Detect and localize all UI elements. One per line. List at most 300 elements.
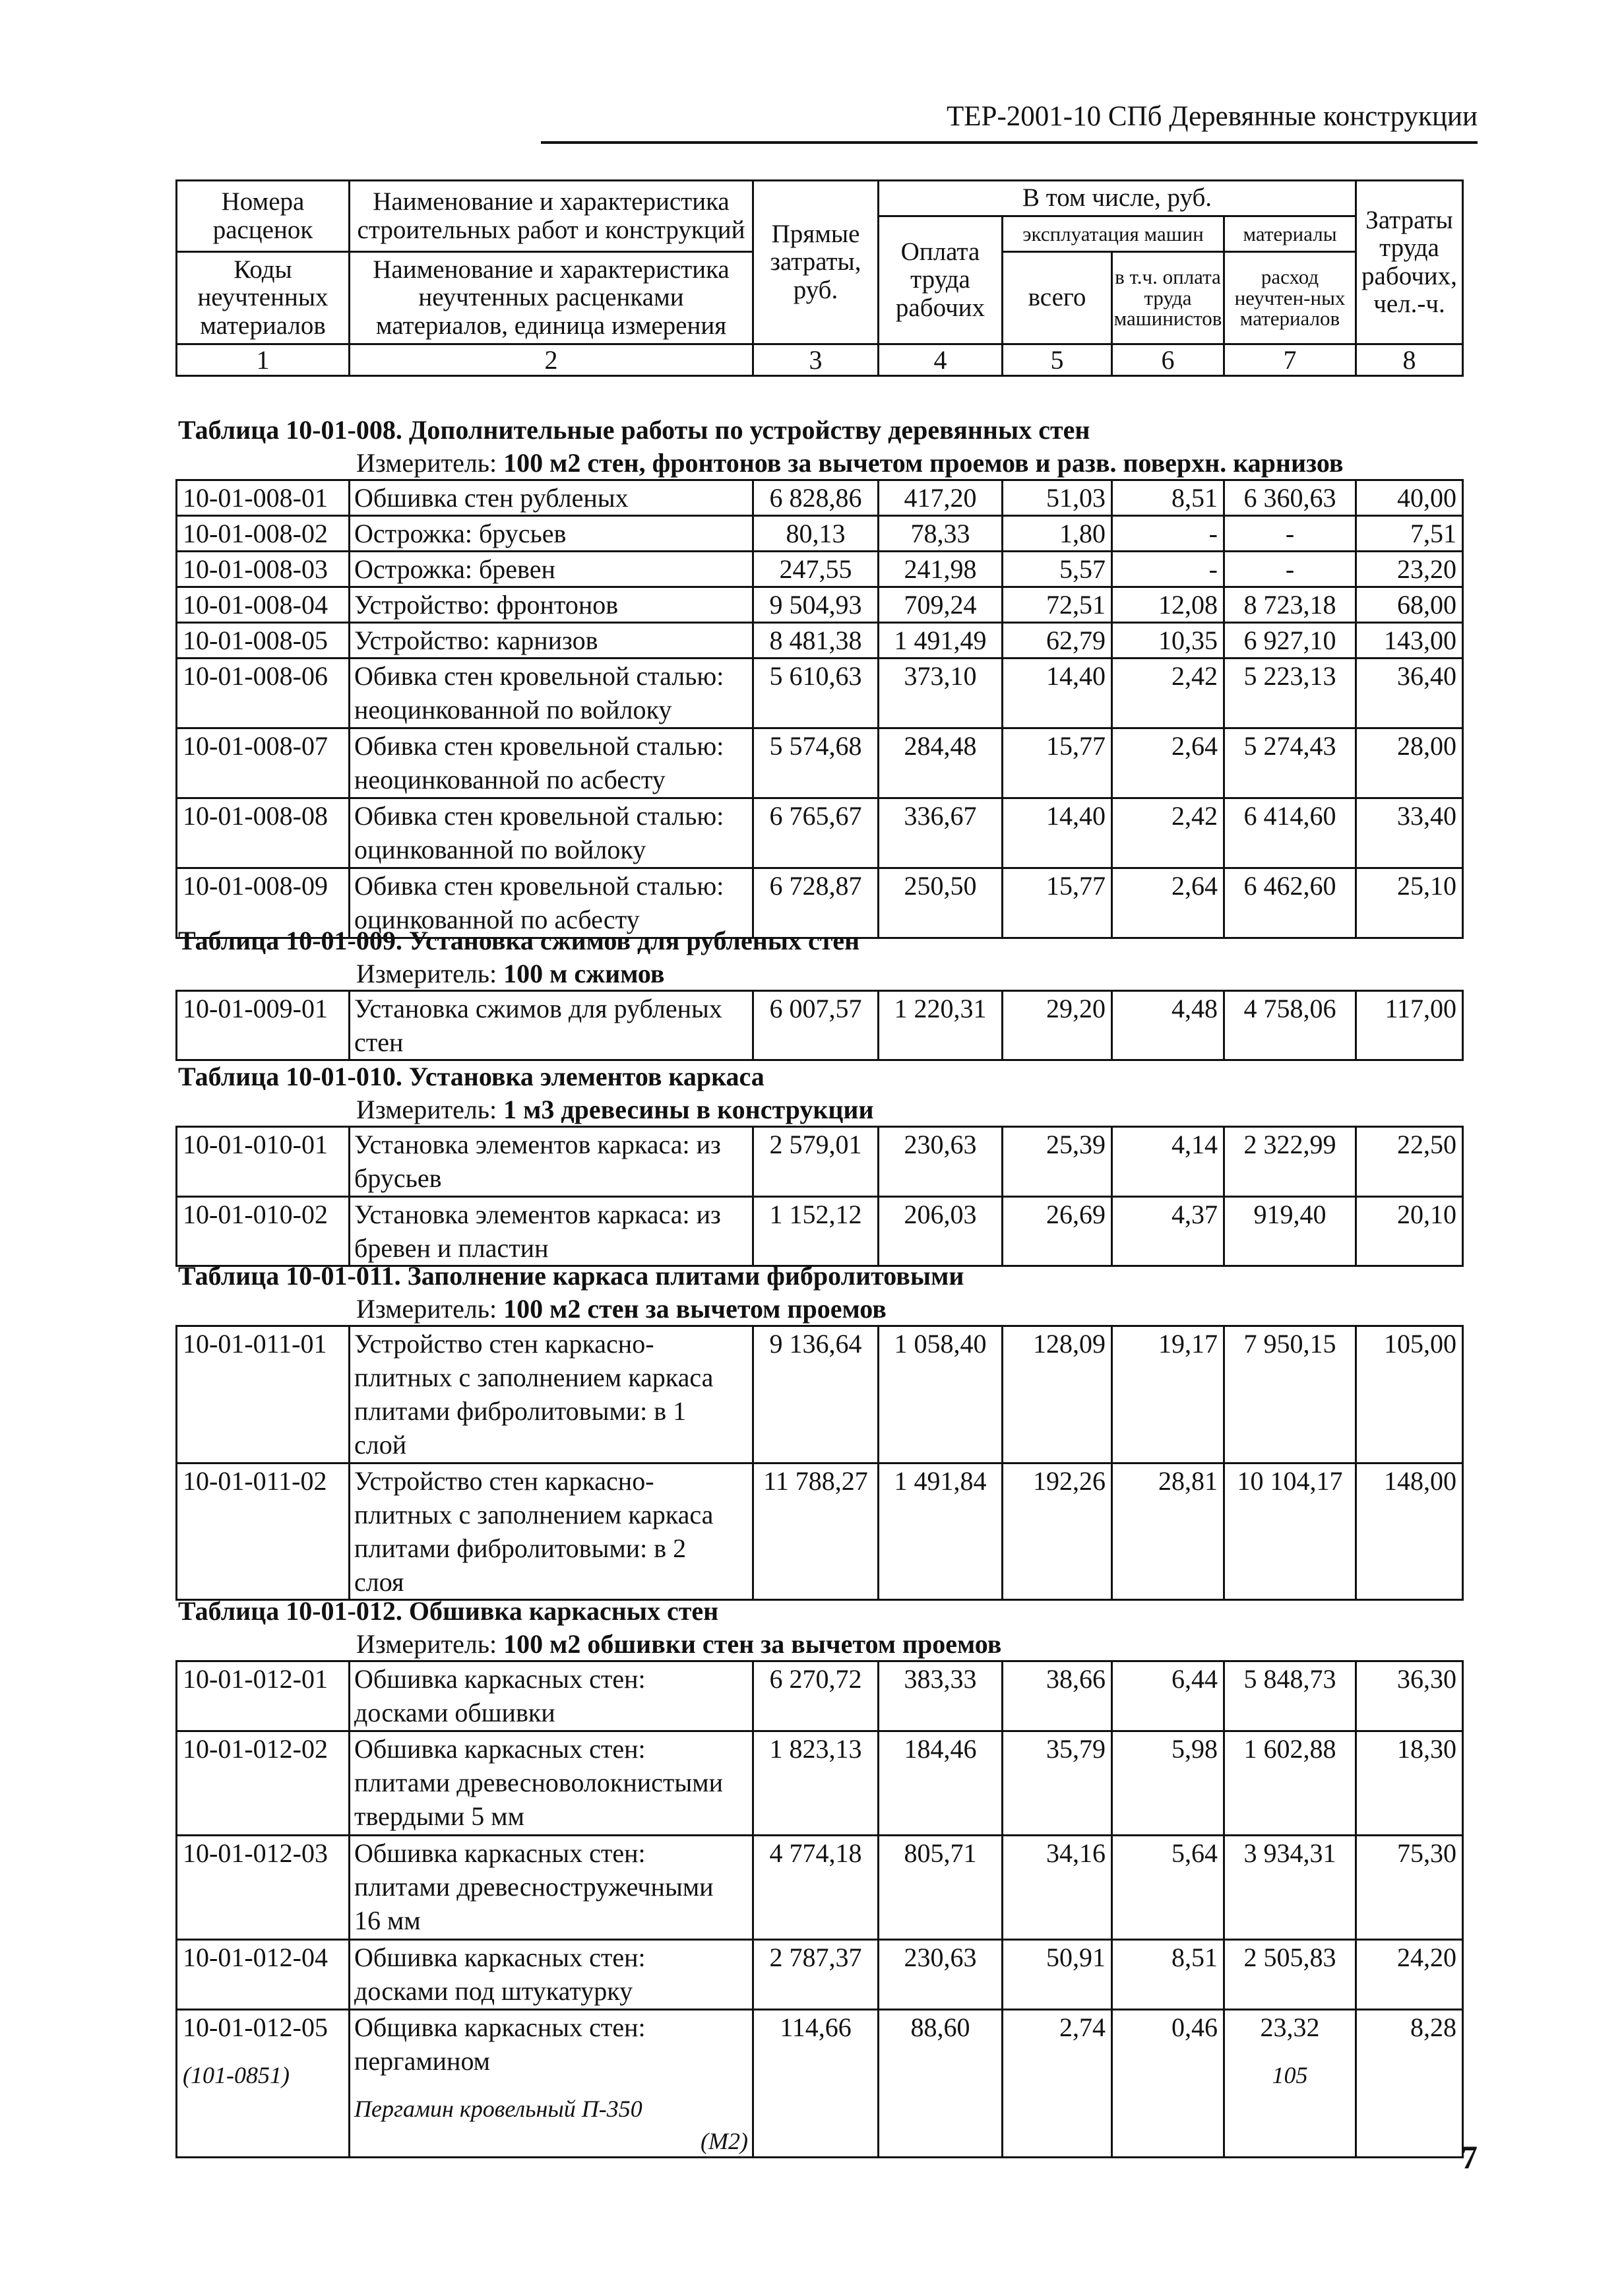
rate-name-line: неоцинкованной по асбесту [354,765,666,794]
material-cost-cell [1224,1731,1356,1836]
rate-code-cell [177,480,350,516]
labor-pay-cell [879,1731,1003,1836]
header-material-names: Наименование и характеристика неучтенных расценками материалов, единица измерения [350,252,753,344]
material-cost: - [1285,519,1295,548]
direct-cost: 11 788,27 [763,1466,868,1496]
operator-pay-cell [1112,1197,1224,1266]
material-cost: 8 723,18 [1243,590,1336,620]
labor-hours: 7,51 [1410,519,1456,548]
rate-name-line: Обивка стен кровельной сталью: [354,661,724,691]
direct-cost: 2 579,01 [769,1130,862,1159]
section-title: Таблица 10-01-012. Обшивка каркасных стен [178,1596,719,1626]
header-machines-total: всего [1003,252,1112,344]
labor-pay-cell [879,798,1003,868]
rate-code: 10-01-008-09 [183,871,328,901]
rate-code-cell [177,2010,350,2158]
machine-cost-cell [1003,1197,1112,1266]
direct-cost: 8 481,38 [769,626,862,655]
machine-cost: 72,51 [1046,590,1106,620]
meter-label: Измеритель: [356,1095,497,1124]
rate-name-cell [350,728,753,798]
machine-cost-cell [1003,659,1112,728]
material-cost-cell [1224,1197,1356,1266]
rate-code: 10-01-012-03 [183,1838,328,1868]
labor-pay: 1 220,31 [894,994,987,1023]
labor-hours-cell [1356,868,1463,938]
material-cost: 3 934,31 [1243,1838,1336,1868]
table-row [177,1127,1463,1197]
direct-cost: 4 774,18 [769,1838,862,1868]
rate-code: 10-01-008-04 [183,590,328,620]
rate-code: 10-01-008-03 [183,554,328,584]
direct-cost: 1 823,13 [769,1734,862,1764]
labor-hours-cell [1356,587,1463,623]
operator-pay: 2,42 [1171,801,1218,831]
operator-pay: 2,64 [1171,871,1218,901]
material-cost-cell [1224,587,1356,623]
rate-name-line: пергамином [354,2046,490,2076]
rate-code-cell [177,728,350,798]
rate-name-line: оцинкованной по асбесту [354,905,640,934]
table-row [177,552,1463,587]
labor-pay: 88,60 [910,2012,970,2042]
labor-pay: 709,24 [904,590,977,620]
labor-pay-cell [879,868,1003,938]
rate-code: 10-01-012-05 [183,2012,328,2042]
rate-code: 10-01-011-01 [183,1329,327,1359]
labor-pay-cell [879,728,1003,798]
labor-hours-cell [1356,623,1463,659]
machine-cost-cell [1003,552,1112,587]
section-meter [356,1628,1001,1659]
rate-code: 10-01-012-02 [183,1734,328,1764]
material-unit: (М2) [701,2128,748,2154]
material-name: Пергамин кровельный П-350 [354,2096,642,2122]
material-code: (101-0851) [183,2062,290,2088]
direct-cost: 114,66 [780,2012,852,2042]
machine-cost-cell [1003,728,1112,798]
rate-name-line: плитами фибролитовыми: в 1 [354,1396,687,1426]
rate-name-cell [350,991,753,1060]
table-row [177,728,1463,798]
header-rule [541,141,1478,144]
material-cost: 23,32 [1260,2012,1320,2042]
material-cost: 6 360,63 [1243,483,1336,513]
rate-name-cell [350,623,753,659]
labor-pay-cell [879,552,1003,587]
machine-cost-cell [1003,1940,1112,2010]
operator-pay-cell [1112,623,1224,659]
labor-hours: 143,00 [1384,626,1456,655]
rate-name-cell [350,798,753,868]
rate-name-cell [350,552,753,587]
labor-pay-cell [879,1127,1003,1197]
rate-name-line: плитами древесностружечными [354,1872,714,1902]
rate-name-line: Установка элементов каркаса: из [354,1200,721,1229]
labor-hours-cell [1356,1326,1463,1463]
direct-cost-cell [753,1127,879,1197]
header-materials: материалы [1224,216,1356,252]
rate-name-line: Обивка стен кровельной сталью: [354,871,724,901]
machine-cost-cell [1003,1661,1112,1731]
labor-hours-cell [1356,1463,1463,1600]
rate-code: 10-01-008-02 [183,519,328,548]
direct-cost: 6 765,67 [769,801,862,831]
rate-name-line: неоцинкованной по войлоку [354,695,672,724]
labor-hours: 33,40 [1397,801,1456,831]
rate-name-line: Устройство стен каркасно- [354,1466,654,1496]
labor-hours: 117,00 [1385,994,1456,1023]
labor-hours-cell [1356,1731,1463,1836]
machine-cost-cell [1003,2010,1112,2158]
material-cost-cell [1224,1127,1356,1197]
section-meter [356,1293,887,1324]
direct-cost: 9 504,93 [769,590,862,620]
labor-hours-cell [1356,798,1463,868]
direct-cost-cell [753,2010,879,2158]
labor-hours: 36,30 [1397,1664,1456,1694]
material-cost-cell [1224,516,1356,552]
material-cost-cell [1224,623,1356,659]
machine-cost-cell [1003,1326,1112,1463]
rate-table [175,479,1464,939]
rate-name-cell [350,516,753,552]
table-row [177,1940,1463,2010]
header-material-codes: Коды неучтенных материалов [177,252,350,344]
section-title: Таблица 10-01-010. Установка элементов каркаса [178,1062,765,1091]
machine-cost: 15,77 [1046,871,1106,901]
direct-cost: 6 828,86 [769,483,862,513]
machine-cost: 50,91 [1046,1943,1106,1972]
labor-pay-cell [879,1661,1003,1731]
direct-cost-cell [753,798,879,868]
rate-name-line: плитами древесноволокнистыми [354,1768,724,1797]
material-cost-cell [1224,1836,1356,1940]
rate-name-cell [350,1731,753,1836]
rate-code: 10-01-012-01 [183,1664,328,1694]
header-number: 6 [1112,344,1224,376]
rate-name-line: Общивка каркасных стен: [354,2012,646,2042]
rate-code-cell [177,991,350,1060]
material-cost: 2 322,99 [1243,1130,1336,1159]
machine-cost: 25,39 [1046,1130,1106,1159]
operator-pay: 8,51 [1171,1943,1218,1972]
operator-pay-cell [1112,991,1224,1060]
header-number: 4 [879,344,1003,376]
machine-cost-cell [1003,1836,1112,1940]
machine-cost: 1,80 [1059,519,1106,548]
rate-code: 10-01-010-02 [183,1200,328,1229]
rate-name-line: Обшивка каркасных стен: [354,1664,646,1694]
machine-cost: 14,40 [1046,801,1106,831]
machine-cost: 26,69 [1046,1200,1106,1229]
table-row [177,480,1463,516]
operator-pay: 12,08 [1158,590,1218,620]
labor-hours: 40,00 [1397,483,1456,513]
rate-name-line: плитных с заполнением каркаса [354,1500,714,1529]
labor-pay: 206,03 [904,1200,977,1229]
direct-cost: 247,55 [779,554,852,584]
labor-pay: 1 058,40 [894,1329,987,1359]
table-row [177,2010,1463,2158]
material-cost: 2 505,83 [1243,1943,1336,1972]
operator-pay: 6,44 [1171,1664,1218,1694]
rate-code: 10-01-008-05 [183,626,328,655]
machine-cost: 51,03 [1046,483,1106,513]
meter-value: 100 м2 стен за вычетом проемов [503,1294,887,1324]
rate-code: 10-01-008-08 [183,801,328,831]
rate-name-cell [350,480,753,516]
rate-name-line: бревен и пластин [354,1233,549,1263]
direct-cost-cell [753,516,879,552]
direct-cost-cell [753,1661,879,1731]
operator-pay: 19,17 [1158,1329,1218,1359]
rate-name-cell [350,1197,753,1266]
labor-hours-cell [1356,516,1463,552]
operator-pay-cell [1112,1836,1224,1940]
labor-hours: 105,00 [1384,1329,1456,1359]
meter-label: Измеритель: [356,1629,497,1659]
material-cost-cell [1224,2010,1356,2158]
material-cost-cell [1224,1940,1356,2010]
operator-pay: 8,51 [1171,483,1218,513]
operator-pay: 4,14 [1171,1130,1218,1159]
rate-name-line: плитами фибролитовыми: в 2 [354,1533,687,1563]
meter-label: Измеритель: [356,959,497,988]
labor-hours: 22,50 [1397,1130,1456,1159]
machine-cost-cell [1003,868,1112,938]
material-cost: 6 462,60 [1243,871,1336,901]
operator-pay-cell [1112,1661,1224,1731]
labor-pay: 78,33 [910,519,970,548]
rate-code-cell [177,1463,350,1600]
material-cost: 1 602,88 [1243,1734,1336,1764]
section-title: Таблица 10-01-009. Установка сжимов для рубленых стен [178,926,860,955]
labor-pay-cell [879,480,1003,516]
machine-cost: 128,09 [1033,1329,1106,1359]
rate-name-line: Установка сжимов для рубленых [354,994,722,1023]
table-row [177,659,1463,728]
table-row [177,1731,1463,1836]
labor-pay-cell [879,991,1003,1060]
direct-cost-cell [753,991,879,1060]
direct-cost: 80,13 [786,519,846,548]
table-row [177,1463,1463,1600]
operator-pay-cell [1112,1127,1224,1197]
rate-name-line: Обшивка каркасных стен: [354,1838,646,1868]
labor-pay-cell [879,659,1003,728]
labor-pay-cell [879,623,1003,659]
rate-name-cell [350,1127,753,1197]
labor-hours-cell [1356,1661,1463,1731]
labor-pay: 250,50 [904,871,977,901]
direct-cost: 6 007,57 [769,994,862,1023]
operator-pay-cell [1112,798,1224,868]
operator-pay-cell [1112,552,1224,587]
section-meter [356,958,665,989]
machine-cost-cell [1003,516,1112,552]
labor-hours: 28,00 [1397,731,1456,761]
header-number: 8 [1356,344,1463,376]
column-header-table [175,179,1464,377]
machine-cost: 15,77 [1046,731,1106,761]
material-cost-cell [1224,552,1356,587]
direct-cost-cell [753,1326,879,1463]
labor-hours: 18,30 [1397,1734,1456,1764]
direct-cost-cell [753,1731,879,1836]
labor-hours: 68,00 [1397,590,1456,620]
direct-cost-cell [753,1197,879,1266]
material-cost-cell [1224,991,1356,1060]
machine-cost: 2,74 [1059,2012,1106,2042]
meter-value: 1 м3 древесины в конструкции [503,1095,874,1124]
material-cost-cell [1224,728,1356,798]
labor-hours-cell [1356,659,1463,728]
rate-name-line: оцинкованной по войлоку [354,835,646,864]
labor-pay: 1 491,49 [894,626,987,655]
operator-pay: - [1208,554,1218,584]
machine-cost: 35,79 [1046,1734,1106,1764]
document-header-title: ТЕР-2001-10 СПб Деревянные конструкции [947,101,1478,132]
header-operator-pay: в т.ч. оплата труда машинистов [1112,252,1224,344]
rate-code: 10-01-010-01 [183,1130,328,1159]
machine-cost: 62,79 [1046,626,1106,655]
rate-name-cell [350,1661,753,1731]
operator-pay: 4,37 [1171,1200,1218,1229]
labor-hours-cell [1356,1836,1463,1940]
page-number: 7 [1461,2138,1478,2175]
header-number: 3 [753,344,879,376]
rate-code-cell [177,1326,350,1463]
material-cost-cell [1224,868,1356,938]
header-machines: эксплуатация машин [1003,216,1224,252]
operator-pay-cell [1112,516,1224,552]
rate-code-cell [177,1731,350,1836]
section-meter [356,1094,874,1125]
material-cost-cell [1224,1661,1356,1731]
labor-pay: 230,63 [904,1943,977,1972]
rate-code-cell [177,552,350,587]
labor-hours: 75,30 [1397,1838,1456,1868]
rate-name-cell [350,659,753,728]
table-row [177,1197,1463,1266]
rate-code: 10-01-012-04 [183,1943,328,1972]
labor-pay-cell [879,587,1003,623]
direct-cost-cell [753,587,879,623]
rate-name-line: досками под штукатурку [354,1976,633,2006]
header-number: 7 [1224,344,1356,376]
labor-pay: 241,98 [904,554,977,584]
direct-cost-cell [753,480,879,516]
rate-code: 10-01-008-01 [183,483,328,513]
labor-pay-cell [879,1836,1003,1940]
table-row [177,798,1463,868]
labor-pay: 284,48 [904,731,977,761]
labor-pay-cell [879,1197,1003,1266]
rate-name-cell [350,1836,753,1940]
rate-name-line: Обивка стен кровельной сталью: [354,731,724,761]
rate-name-line: слоя [354,1567,404,1597]
meter-label: Измеритель: [356,1294,497,1324]
machine-cost-cell [1003,623,1112,659]
rate-name-line: Устройство: карнизов [354,626,598,655]
operator-pay-cell [1112,1731,1224,1836]
machine-cost: 34,16 [1046,1838,1106,1868]
machine-cost: 38,66 [1046,1664,1106,1694]
machine-cost: 14,40 [1046,661,1106,691]
direct-cost-cell [753,659,879,728]
labor-hours-cell [1356,1197,1463,1266]
labor-pay: 230,63 [904,1130,977,1159]
direct-cost: 1 152,12 [769,1200,862,1229]
labor-pay: 417,20 [904,483,977,513]
machine-cost-cell [1003,1731,1112,1836]
operator-pay: 5,64 [1171,1838,1218,1868]
material-cost: 7 950,15 [1243,1329,1336,1359]
header-unaccounted-materials: расход неучтен-ных материалов [1224,252,1356,344]
header-number: 2 [350,344,753,376]
material-cost: 4 758,06 [1243,994,1336,1023]
direct-cost-cell [753,1836,879,1940]
labor-hours-cell [1356,728,1463,798]
table-row [177,623,1463,659]
header-labor-hours: Затраты труда рабочих, чел.-ч. [1356,181,1463,344]
rate-code-cell [177,1127,350,1197]
rate-name-line: Устройство: фронтонов [354,590,619,620]
rate-name-cell [350,1326,753,1463]
material-cost: 6 414,60 [1243,801,1336,831]
header-labor-pay: Оплата труда рабочих [879,216,1003,344]
direct-cost: 2 787,37 [769,1943,862,1972]
rate-code: 10-01-008-06 [183,661,328,691]
rate-name-line: стен [354,1027,404,1057]
labor-pay: 336,67 [904,801,977,831]
direct-cost: 5 574,68 [769,731,862,761]
rate-code: 10-01-008-07 [183,731,328,761]
operator-pay: 0,46 [1171,2012,1218,2042]
header-group: В том числе, руб. [879,181,1356,216]
section-meter [356,447,1343,478]
operator-pay: 4,48 [1171,994,1218,1023]
labor-pay: 1 491,84 [894,1466,987,1496]
machine-cost-cell [1003,798,1112,868]
operator-pay-cell [1112,480,1224,516]
table-row [177,516,1463,552]
machine-cost-cell [1003,1127,1112,1197]
labor-hours: 25,10 [1397,871,1456,901]
rate-name-cell [350,587,753,623]
labor-pay-cell [879,1463,1003,1600]
rate-code-cell [177,623,350,659]
meter-value: 100 м сжимов [503,959,665,988]
rate-name-line: Обшивка стен рубленых [354,483,629,513]
header-number: 1 [177,344,350,376]
operator-pay-cell [1112,1463,1224,1600]
direct-cost-cell [753,552,879,587]
table-row [177,1661,1463,1731]
header-codes: Номера расценок [177,181,350,252]
meter-label: Измеритель: [356,448,497,478]
rate-code-cell [177,1836,350,1940]
operator-pay: - [1208,519,1218,548]
material-cost-cell [1224,1326,1356,1463]
section-title: Таблица 10-01-011. Заполнение каркаса плитами фибролитовыми [178,1261,964,1291]
table-row [177,1836,1463,1940]
direct-cost: 6 728,87 [769,871,862,901]
rate-table [175,1126,1464,1267]
table-row [177,587,1463,623]
material-cost: 10 104,17 [1237,1466,1343,1496]
